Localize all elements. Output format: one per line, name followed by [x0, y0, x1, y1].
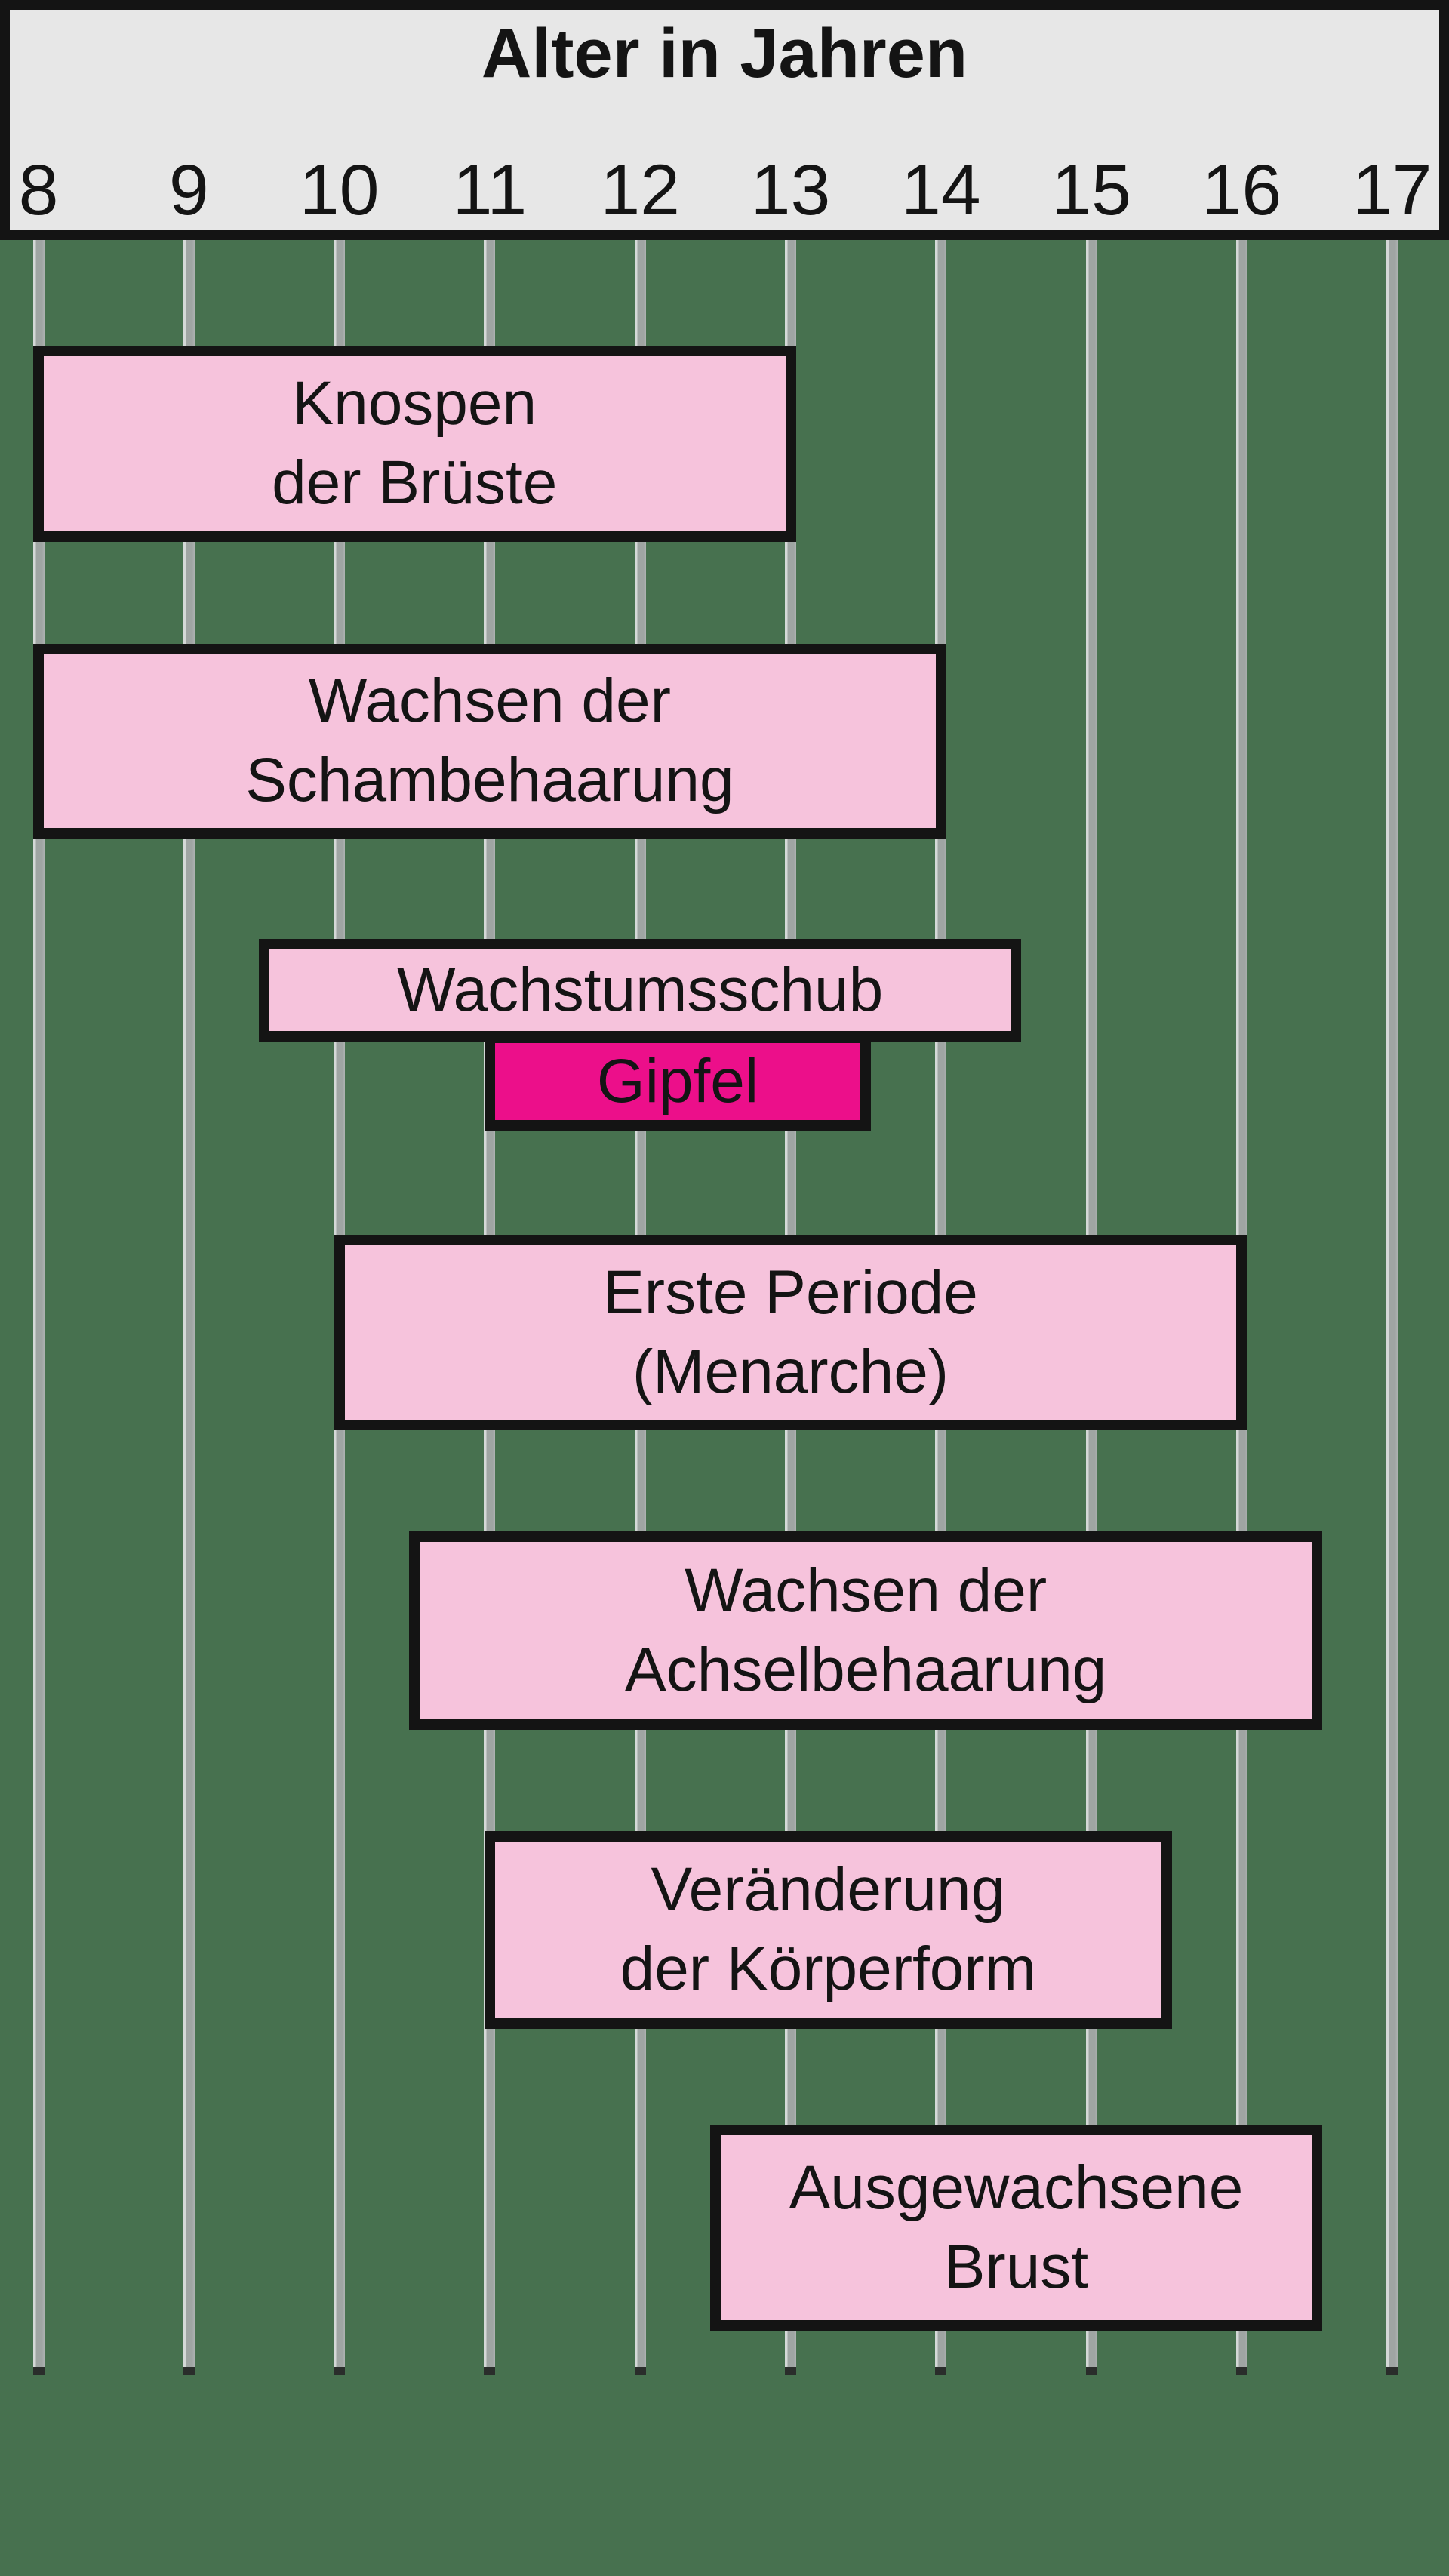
bar-label-line: Achselbehaarung	[625, 1635, 1107, 1704]
bar-label-line: der Brüste	[272, 448, 558, 517]
bar-label-line: Brust	[943, 2232, 1089, 2301]
ausgewachsene-brust-bar	[710, 2125, 1322, 2331]
gridline-end-cap	[1386, 2367, 1398, 2375]
bar-label-line: Wachsen der	[308, 666, 671, 736]
wachstumsschub-bar	[259, 939, 1022, 1042]
bar-label-line: Ausgewachsene	[789, 2153, 1244, 2222]
bar-label-line: Gipfel	[596, 1046, 759, 1116]
axis-tick-8: 8	[18, 150, 59, 230]
gridline-end-cap	[935, 2367, 946, 2375]
wachsen-der-schambehaarung-bar	[33, 644, 946, 839]
bar-label-line: Schambehaarung	[245, 746, 734, 814]
knospen-der-brueste-bar	[33, 346, 796, 542]
bar-label-line: (Menarche)	[632, 1337, 949, 1406]
axis-ticks-layer	[0, 0, 1449, 240]
erste-periode-menarche-bar	[334, 1235, 1247, 1430]
bar-label-line: der Körperform	[620, 1934, 1037, 2003]
chart-title: Alter in Jahren	[481, 15, 968, 92]
axis-tick-15: 15	[1051, 150, 1131, 230]
axis-tick-11: 11	[452, 150, 528, 230]
gridline-end-cap	[635, 2367, 646, 2375]
gridline-end-cap	[484, 2367, 495, 2375]
gridline-end-cap	[183, 2367, 195, 2375]
wachstumsschub-gipfel-bar	[485, 1033, 871, 1131]
gridline-end-cap	[334, 2367, 345, 2375]
bar-label-line: Veränderung	[651, 1855, 1006, 1925]
wachsen-der-achselbehaarung-bar	[409, 1531, 1322, 1730]
gridline-age-9	[183, 240, 195, 2375]
gridline-end-cap	[1236, 2367, 1247, 2375]
bar-label-line: Knospen	[292, 369, 537, 439]
gridline-end-cap	[33, 2367, 45, 2375]
gridline-end-cap	[785, 2367, 796, 2375]
bar-label-line: Wachstumsschub	[397, 955, 884, 1024]
axis-tick-13: 13	[750, 150, 831, 230]
axis-tick-16: 16	[1201, 150, 1282, 230]
bar-label-line: Wachsen der	[685, 1556, 1048, 1625]
veraenderung-der-koerperform-bar	[485, 1831, 1172, 2029]
axis-tick-12: 12	[600, 150, 681, 230]
axis-tick-14: 14	[900, 150, 981, 230]
gridline-age-17	[1386, 240, 1398, 2375]
gridline-age-8	[33, 240, 45, 2375]
axis-tick-10: 10	[299, 150, 380, 230]
axis-tick-9: 9	[168, 150, 209, 230]
bar-label-line: Erste Periode	[603, 1257, 978, 1327]
axis-tick-17: 17	[1352, 150, 1432, 230]
gridline-end-cap	[1086, 2367, 1097, 2375]
